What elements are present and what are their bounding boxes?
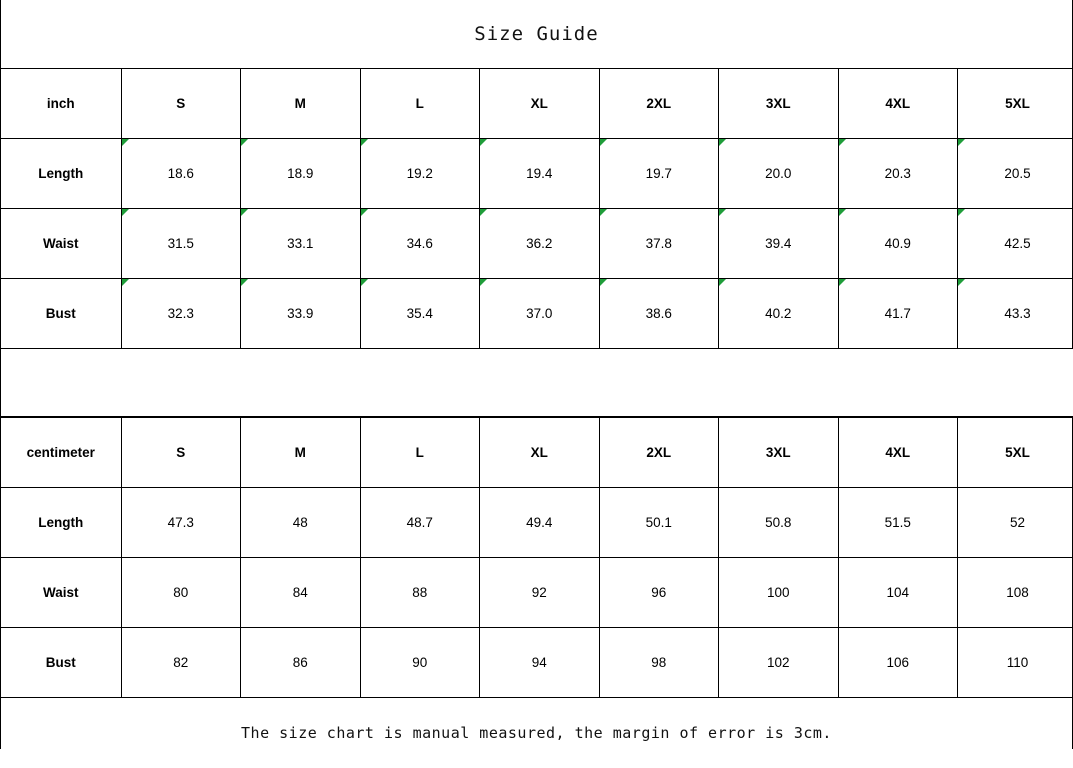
cell-cm-bust-s: 82 xyxy=(121,628,241,698)
table-row xyxy=(1,628,1073,698)
column-header-4xl: 4XL xyxy=(838,69,958,139)
cell-cm-waist-3xl: 100 xyxy=(719,558,839,628)
cell-inch-bust-s: 32.3 xyxy=(121,279,241,349)
column-header-xl: XL xyxy=(480,418,600,488)
unit-label-inch: inch xyxy=(1,69,121,139)
cell-inch-length-3xl: 20.0 xyxy=(719,139,839,209)
column-header-m: M xyxy=(241,418,361,488)
table-row xyxy=(1,488,1073,558)
row-header-waist: Waist xyxy=(1,558,121,628)
cell-cm-waist-2xl: 96 xyxy=(599,558,719,628)
cell-inch-bust-3xl: 40.2 xyxy=(719,279,839,349)
size-table-centimeter xyxy=(1,417,1073,698)
cell-cm-waist-xl: 92 xyxy=(480,558,600,628)
column-header-m: M xyxy=(241,69,361,139)
cell-cm-length-xl: 49.4 xyxy=(480,488,600,558)
column-header-3xl: 3XL xyxy=(719,69,839,139)
cell-inch-waist-5xl: 42.5 xyxy=(958,209,1073,279)
cell-inch-length-xl: 19.4 xyxy=(480,139,600,209)
cell-inch-bust-4xl: 41.7 xyxy=(838,279,958,349)
cell-cm-length-s: 47.3 xyxy=(121,488,241,558)
table-row xyxy=(1,279,1073,349)
table-row xyxy=(1,139,1073,209)
cell-inch-length-4xl: 20.3 xyxy=(838,139,958,209)
cell-cm-bust-l: 90 xyxy=(360,628,480,698)
cell-inch-length-s: 18.6 xyxy=(121,139,241,209)
column-header-l: L xyxy=(360,69,480,139)
cell-inch-waist-3xl: 39.4 xyxy=(719,209,839,279)
cell-inch-waist-2xl: 37.8 xyxy=(599,209,719,279)
cell-inch-bust-l: 35.4 xyxy=(360,279,480,349)
cell-cm-bust-3xl: 102 xyxy=(719,628,839,698)
cell-cm-waist-l: 88 xyxy=(360,558,480,628)
table-row xyxy=(1,69,1073,139)
row-header-waist: Waist xyxy=(1,209,121,279)
cell-inch-length-2xl: 19.7 xyxy=(599,139,719,209)
cell-cm-bust-m: 86 xyxy=(241,628,361,698)
cell-cm-waist-5xl: 108 xyxy=(958,558,1073,628)
cell-cm-bust-xl: 94 xyxy=(480,628,600,698)
cell-inch-waist-s: 31.5 xyxy=(121,209,241,279)
cell-cm-length-m: 48 xyxy=(241,488,361,558)
cell-cm-waist-s: 80 xyxy=(121,558,241,628)
measurement-note: The size chart is manual measured, the margin of error is 3cm. xyxy=(1,698,1072,768)
column-header-5xl: 5XL xyxy=(958,418,1073,488)
cell-inch-length-l: 19.2 xyxy=(360,139,480,209)
column-header-4xl: 4XL xyxy=(838,418,958,488)
cell-inch-waist-4xl: 40.9 xyxy=(838,209,958,279)
cell-cm-waist-4xl: 104 xyxy=(838,558,958,628)
table-row xyxy=(1,558,1073,628)
column-header-5xl: 5XL xyxy=(958,69,1073,139)
unit-label-centimeter: centimeter xyxy=(1,418,121,488)
table-row xyxy=(1,418,1073,488)
column-header-s: S xyxy=(121,418,241,488)
cell-inch-length-5xl: 20.5 xyxy=(958,139,1073,209)
row-header-bust: Bust xyxy=(1,628,121,698)
cell-inch-waist-xl: 36.2 xyxy=(480,209,600,279)
row-header-length: Length xyxy=(1,139,121,209)
cell-inch-waist-m: 33.1 xyxy=(241,209,361,279)
row-header-length: Length xyxy=(1,488,121,558)
cell-cm-waist-m: 84 xyxy=(241,558,361,628)
cell-inch-bust-5xl: 43.3 xyxy=(958,279,1073,349)
page-title: Size Guide xyxy=(1,0,1072,68)
cell-cm-length-5xl: 52 xyxy=(958,488,1073,558)
cell-inch-bust-m: 33.9 xyxy=(241,279,361,349)
cell-cm-length-3xl: 50.8 xyxy=(719,488,839,558)
cell-inch-bust-xl: 37.0 xyxy=(480,279,600,349)
column-header-2xl: 2XL xyxy=(599,69,719,139)
column-header-2xl: 2XL xyxy=(599,418,719,488)
size-table-inch xyxy=(1,68,1073,349)
row-header-bust: Bust xyxy=(1,279,121,349)
cell-cm-bust-2xl: 98 xyxy=(599,628,719,698)
cell-inch-length-m: 18.9 xyxy=(241,139,361,209)
table-separator xyxy=(1,349,1073,417)
cell-cm-length-l: 48.7 xyxy=(360,488,480,558)
cell-inch-waist-l: 34.6 xyxy=(360,209,480,279)
column-header-s: S xyxy=(121,69,241,139)
column-header-xl: XL xyxy=(480,69,600,139)
cell-cm-bust-5xl: 110 xyxy=(958,628,1073,698)
table-row xyxy=(1,209,1073,279)
cell-cm-bust-4xl: 106 xyxy=(838,628,958,698)
cell-cm-length-4xl: 51.5 xyxy=(838,488,958,558)
column-header-3xl: 3XL xyxy=(719,418,839,488)
cell-inch-bust-2xl: 38.6 xyxy=(599,279,719,349)
column-header-l: L xyxy=(360,418,480,488)
cell-cm-length-2xl: 50.1 xyxy=(599,488,719,558)
